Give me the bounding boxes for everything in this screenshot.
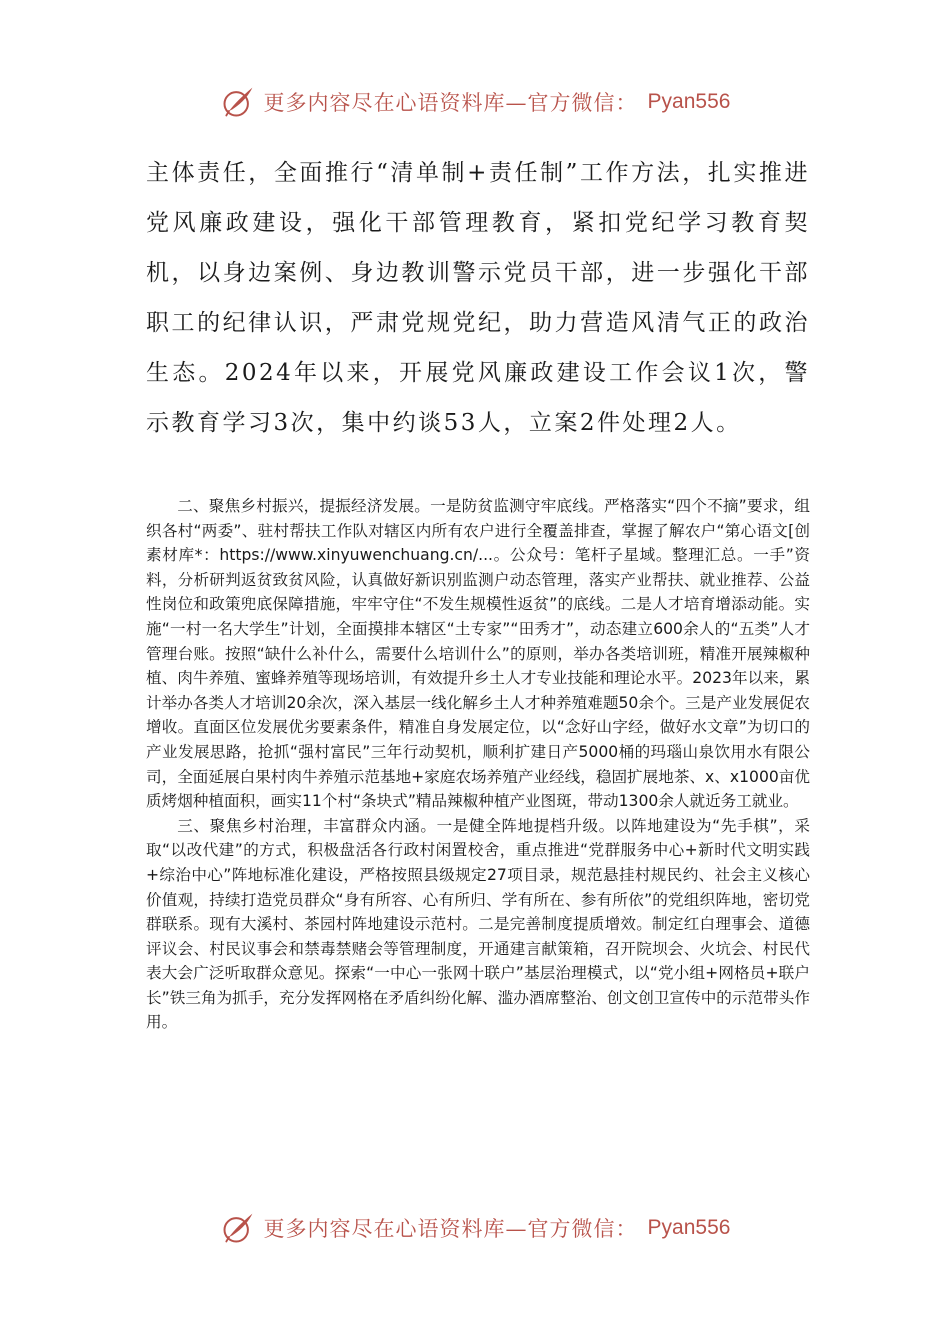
continuation-paragraph <box>146 148 810 448</box>
watermark-text: 更多内容尽在心语资料库—官方微信： <box>263 1217 638 1241</box>
watermark-wechat-id: Pyan556 <box>647 1216 731 1239</box>
footer-watermark <box>0 1210 950 1246</box>
body-sections <box>146 494 810 1035</box>
paragraph-text: 主体责任，全面推行“清单制+责任制”工作方法，扎实推进党风廉政建设，强化干部管理教育，紧扣党纪学习教育契机，以身边案例、身边教训警示党员干部，进一步强化干部职工的纪律认识，严肃党规党纪，助力营造风清气正的政治生态。2024年以来，开展党风廉政建设工作会议1次，警示教育学习3次，集中约谈53人，立案2件处理2人。 <box>146 160 810 436</box>
section-rural-governance: 三、聚焦乡村治理，丰富群众内涵。一是健全阵地提档升级。以阵地建设为“先手棋”，采取“以改代建”的方式，积极盘活各行政村闲置校舍，重点推进“党群服务中心+新时代文明实践+综治中心”阵地标准化建设，严格按照县级规定27项目录，规范悬挂村规民约、社会主义核心价值观，持续打造党员群众“身有所容、心有所归、学有所在、参有所依”的党组织阵地，密切党群联系。现有大溪村、茶园村阵地建设示范村。二是完善制度提质增效。制定红白理事会、道德评议会、村民议事会和禁毒禁赌会等管理制度，开通建言献策箱，召开院坝会、火坑会、村民代表大会广泛听取群众意见。探索“一中心一张网十联户”基层治理模式，以“党小组+网格员+联户长”铁三角为抓手，充分发挥网格在矛盾纠纷化解、滥办酒席整治、创文创卫宣传中的示范带头作用。 <box>146 816 810 1032</box>
quill-pen-circle-icon <box>220 84 256 120</box>
watermark-wechat-id: Pyan556 <box>647 90 731 113</box>
watermark-text: 更多内容尽在心语资料库—官方微信： <box>263 91 638 115</box>
section-rural-revitalization: 二、聚焦乡村振兴，提振经济发展。一是防贫监测守牢底线。严格落实“四个不摘”要求，组织各村“两委”、驻村帮扶工作队对辖区内所有农户进行全覆盖排查，掌握了解农户“第心语文[创素材库*：https://www.xinyuwenchuang.cn/...。公众号：笔杆子星域。整理汇总。一手”资料，分析研判返贫致贫风险，认真做好新识别监测户动态管理，落实产业帮扶、就业推荐、公益性岗位和政策兜底保障措施，牢牢守住“不发生规模性返贫”的底线。二是人才培育增添动能。实施“一村一名大学生”计划，全面摸排本辖区“土专家”“田秀才”，动态建立600余人的“五类”人才管理台账。按照“缺什么补什么，需要什么培训什么”的原则，举办各类培训班，精准开展辣椒种植、肉牛养殖、蜜蜂养殖等现场培训，有效提升乡土人才专业技能和理论水平。2023年以来，累计举办各类人才培训20余次，深入基层一线化解乡土人才种养殖难题50余个。三是产业发展促农增收。直面区位发展优劣要素条件，精准自身发展定位，以“念好山字经，做好水文章”为切口的产业发展思路，抢抓“强村富民”三年行动契机，顺利扩建日产5000桶的玛瑙山泉饮用水有限公司，全面延展白果村肉牛养殖示范基地+家庭农场养殖产业经线，稳固扩展地茶、x、x1000亩优质烤烟种植面积，画实11个村“条块式”精品辣椒种植产业图斑，带动1300余人就近务工就业。 <box>146 497 810 811</box>
header-watermark <box>0 84 950 120</box>
quill-pen-circle-icon <box>220 1210 256 1246</box>
